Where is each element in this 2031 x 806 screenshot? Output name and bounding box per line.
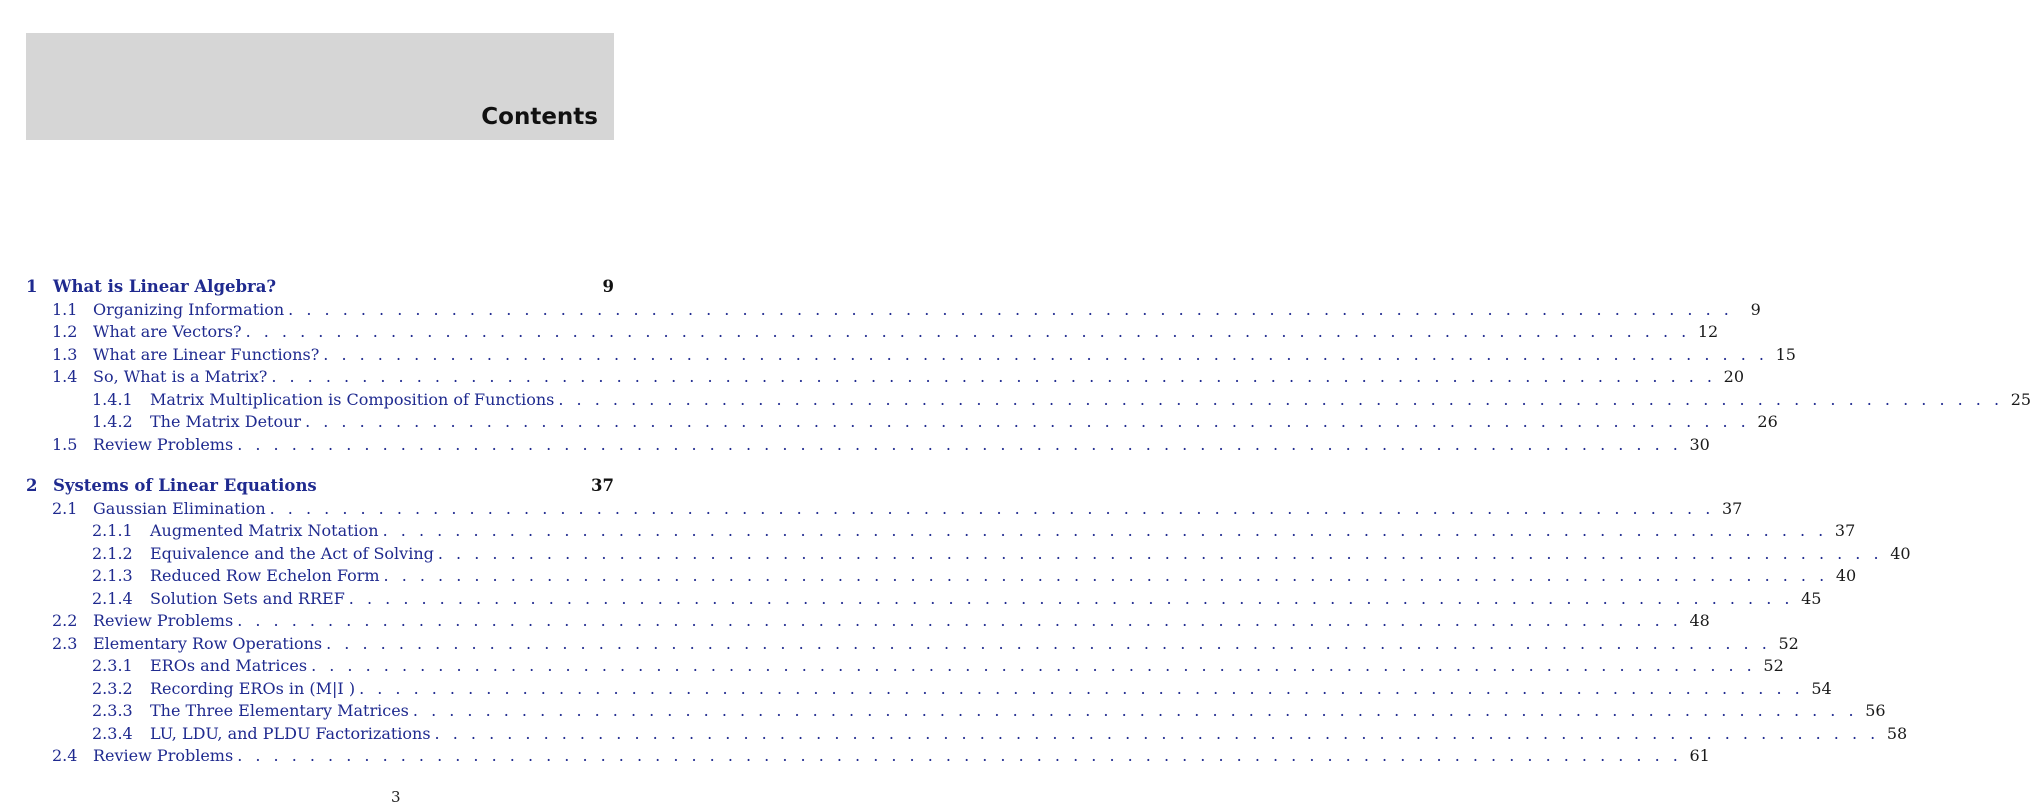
entry-page-number: 56: [1865, 701, 1886, 720]
entry-page-number: 30: [1689, 434, 1710, 454]
entry-page-number: 15: [1775, 344, 1796, 364]
entry-title[interactable]: What are Linear Functions?: [93, 344, 320, 364]
dot-leader: . . . . . . . . . . . . . . . . . . . . . . . . . . . . . . . . . . . . . . . . . . . . . . . . . . . . . . . . . . . . . . . . . . . . . . . . . . . . . . . .: [237, 746, 1682, 765]
dot-leader: . . . . . . . . . . . . . . . . . . . . . . . . . . . . . . . . . . . . . . . . . . . . . . . . . . . . . . . . . . . . . . . . . . . . . . . . . . . . . . . .: [359, 678, 1804, 698]
toc-section-entry[interactable]: [26, 633, 1799, 656]
entry-title[interactable]: Augmented Matrix Notation: [150, 521, 379, 540]
entry-title[interactable]: Equivalence and the Act of Solving: [150, 543, 434, 563]
entry-title[interactable]: Review Problems: [93, 434, 234, 454]
toc-subsection-entry[interactable]: [26, 389, 2031, 412]
entry-number: 2.3.3: [92, 701, 133, 720]
entry-number: 2.3.4: [92, 723, 133, 743]
entry-number: 2.1.3: [92, 566, 133, 585]
entry-number: 2.1.1: [92, 521, 133, 540]
toc-section-entry[interactable]: [26, 366, 1744, 389]
page-number: 3: [391, 788, 401, 806]
toc-chapter-entry[interactable]: [26, 475, 614, 498]
entry-title[interactable]: What is Linear Algebra?: [53, 277, 277, 296]
toc-subsection-entry[interactable]: [26, 565, 1857, 588]
entry-page-number: 58: [1886, 723, 1908, 743]
entry-number: 2.1: [52, 498, 78, 518]
entry-number: 2.3: [52, 633, 78, 653]
entry-title[interactable]: Elementary Row Operations: [93, 633, 323, 653]
entry-number: 1.2: [52, 322, 78, 341]
dot-leader: . . . . . . . . . . . . . . . . . . . . . . . . . . . . . . . . . . . . . . . . . . . . . . . . . . . . . . . . . . . . . . . . . . . . . . . . . . . . . . . .: [348, 588, 1794, 608]
page-title: Contents: [481, 104, 598, 130]
entry-page-number: 45: [1801, 588, 1822, 608]
entry-number: 2.1.2: [92, 543, 133, 563]
entry-page-number: 37: [591, 476, 614, 495]
toc-section-entry[interactable]: [26, 434, 1710, 457]
entry-title[interactable]: Review Problems: [93, 746, 234, 765]
entry-number: 1.4.2: [92, 412, 133, 431]
toc-subsection-entry[interactable]: [26, 655, 1784, 678]
entry-number: 1.3: [52, 344, 78, 364]
dot-leader: . . . . . . . . . . . . . . . . . . . . . . . . . . . . . . . . . . . . . . . . . . . . . . . . . . . . . . . . . . . . . . . . . . . . . . . . . . . . . . . .: [271, 367, 1716, 386]
chapter-gap: [26, 456, 614, 475]
toc-subsection-entry[interactable]: [26, 678, 1832, 701]
entry-page-number: 48: [1689, 611, 1710, 630]
dot-leader: . . . . . . . . . . . . . . . . . . . . . . . . . . . . . . . . . . . . . . . . . . . . . . . . . . . . . . . . . . . . . . . . . . . . . . . . . . . . . . . .: [437, 543, 1883, 563]
entry-page-number: 61: [1689, 746, 1710, 765]
toc-subsection-entry[interactable]: [26, 588, 1822, 611]
entry-number: 1.5: [52, 434, 78, 454]
entry-title[interactable]: EROs and Matrices: [150, 656, 308, 675]
entry-page-number: 54: [1811, 678, 1832, 698]
toc-subsection-entry[interactable]: [26, 543, 1911, 566]
entry-title[interactable]: So, What is a Matrix?: [93, 367, 268, 386]
toc-subsection-entry[interactable]: [26, 520, 1856, 543]
entry-number: 2: [26, 476, 38, 495]
entry-page-number: 52: [1778, 633, 1799, 653]
entry-title[interactable]: Solution Sets and RREF: [150, 588, 345, 608]
dot-leader: . . . . . . . . . . . . . . . . . . . . . . . . . . . . . . . . . . . . . . . . . . . . . . . . . . . . . . . . . . . . . . . . . . . . . . . . . . . . . . . .: [383, 566, 1829, 585]
toc-section-entry[interactable]: [26, 321, 1719, 344]
dot-leader: . . . . . . . . . . . . . . . . . . . . . . . . . . . . . . . . . . . . . . . . . . . . . . . . . . . . . . . . . . . . . . . . . . . . . . . . . . . . . . . .: [305, 412, 1750, 431]
toc-subsection-entry[interactable]: [26, 411, 1778, 434]
entry-page-number: 40: [1835, 566, 1857, 585]
dot-leader: . . . . . . . . . . . . . . . . . . . . . . . . . . . . . . . . . . . . . . . . . . . . . . . . . . . . . . . . . . . . . . . . . . . . . . . . . . . . . . . .: [269, 498, 1715, 518]
entry-number: 1.1: [52, 299, 78, 319]
entry-number: 2.3.2: [92, 678, 133, 698]
entry-page-number: 26: [1757, 412, 1778, 431]
entry-number: 2.1.4: [92, 588, 133, 608]
entry-title[interactable]: Review Problems: [93, 611, 234, 630]
toc-section-entry[interactable]: [26, 498, 1743, 521]
entry-page-number: 9: [602, 277, 614, 296]
entry-page-number: 37: [1721, 498, 1743, 518]
entry-number: 1: [26, 277, 38, 296]
entry-number: 2.4: [52, 746, 78, 765]
entry-title[interactable]: What are Vectors?: [93, 322, 242, 341]
dot-leader: . . . . . . . . . . . . . . . . . . . . . . . . . . . . . . . . . . . . . . . . . . . . . . . . . . . . . . . . . . . . . . . . . . . . . . . . . . . . . . . .: [412, 701, 1858, 720]
entry-number: 2.2: [52, 611, 78, 630]
entry-title[interactable]: Recording EROs in (M|I ): [150, 678, 356, 698]
entry-page-number: 52: [1763, 656, 1784, 675]
entry-number: 2.3.1: [92, 656, 133, 675]
entry-title[interactable]: LU, LDU, and PLDU Factorizations: [150, 723, 431, 743]
entry-page-number: 9: [1750, 299, 1761, 319]
entry-title[interactable]: The Three Elementary Matrices: [150, 701, 409, 720]
entry-page-number: 12: [1697, 322, 1719, 341]
toc-section-entry[interactable]: [26, 745, 1710, 768]
entry-page-number: 37: [1834, 521, 1856, 540]
entry-title[interactable]: Organizing Information: [93, 299, 285, 319]
entry-page-number: 20: [1723, 367, 1744, 386]
dot-leader: . . . . . . . . . . . . . . . . . . . . . . . . . . . . . . . . . . . . . . . . . . . . . . . . . . . . . . . . . . . . . . . . . . . . . . . . . . . . . . . .: [558, 389, 2004, 409]
toc-section-entry[interactable]: [26, 610, 1710, 633]
entry-title[interactable]: The Matrix Detour: [150, 412, 302, 431]
dot-leader: . . . . . . . . . . . . . . . . . . . . . . . . . . . . . . . . . . . . . . . . . . . . . . . . . . . . . . . . . . . . . . . . . . . . . . . . . . . . . . . .: [288, 299, 1733, 319]
toc-subsection-entry[interactable]: [26, 700, 1886, 723]
dot-leader: . . . . . . . . . . . . . . . . . . . . . . . . . . . . . . . . . . . . . . . . . . . . . . . . . . . . . . . . . . . . . . . . . . . . . . . . . . . . . . . .: [382, 521, 1828, 540]
dot-leader: . . . . . . . . . . . . . . . . . . . . . . . . . . . . . . . . . . . . . . . . . . . . . . . . . . . . . . . . . . . . . . . . . . . . . . . . . . . . . . . .: [237, 611, 1682, 630]
chapter-header-band: [26, 33, 614, 140]
entry-title[interactable]: Reduced Row Echelon Form: [150, 566, 380, 585]
entry-number: 1.4: [52, 367, 78, 386]
entry-title[interactable]: Gaussian Elimination: [93, 498, 266, 518]
toc-chapter-entry[interactable]: [26, 276, 614, 299]
entry-number: 1.4.1: [92, 389, 133, 409]
dot-leader: . . . . . . . . . . . . . . . . . . . . . . . . . . . . . . . . . . . . . . . . . . . . . . . . . . . . . . . . . . . . . . . . . . . . . . . . . . . . . . . .: [311, 656, 1756, 675]
dot-leader: . . . . . . . . . . . . . . . . . . . . . . . . . . . . . . . . . . . . . . . . . . . . . . . . . . . . . . . . . . . . . . . . . . . . . . . . . . . . . . . .: [326, 633, 1771, 653]
dot-leader: . . . . . . . . . . . . . . . . . . . . . . . . . . . . . . . . . . . . . . . . . . . . . . . . . . . . . . . . . . . . . . . . . . . . . . . . . . . . . . . .: [323, 344, 1768, 364]
dot-leader: . . . . . . . . . . . . . . . . . . . . . . . . . . . . . . . . . . . . . . . . . . . . . . . . . . . . . . . . . . . . . . . . . . . . . . . . . . . . . . . .: [237, 434, 1682, 454]
entry-title[interactable]: Matrix Multiplication is Composition of Functions: [150, 389, 555, 409]
entry-page-number: 40: [1890, 543, 1911, 563]
toc-subsection-entry[interactable]: [26, 723, 1908, 746]
dot-leader: . . . . . . . . . . . . . . . . . . . . . . . . . . . . . . . . . . . . . . . . . . . . . . . . . . . . . . . . . . . . . . . . . . . . . . . . . . . . . . . .: [434, 723, 1880, 743]
entry-page-number: 25: [2010, 389, 2031, 409]
table-of-contents: [26, 276, 2031, 768]
toc-section-entry[interactable]: [26, 344, 1796, 367]
dot-leader: . . . . . . . . . . . . . . . . . . . . . . . . . . . . . . . . . . . . . . . . . . . . . . . . . . . . . . . . . . . . . . . . . . . . . . . . . . . . . . . .: [245, 322, 1691, 341]
toc-section-entry[interactable]: [26, 299, 1761, 322]
entry-title[interactable]: Systems of Linear Equations: [53, 476, 317, 495]
